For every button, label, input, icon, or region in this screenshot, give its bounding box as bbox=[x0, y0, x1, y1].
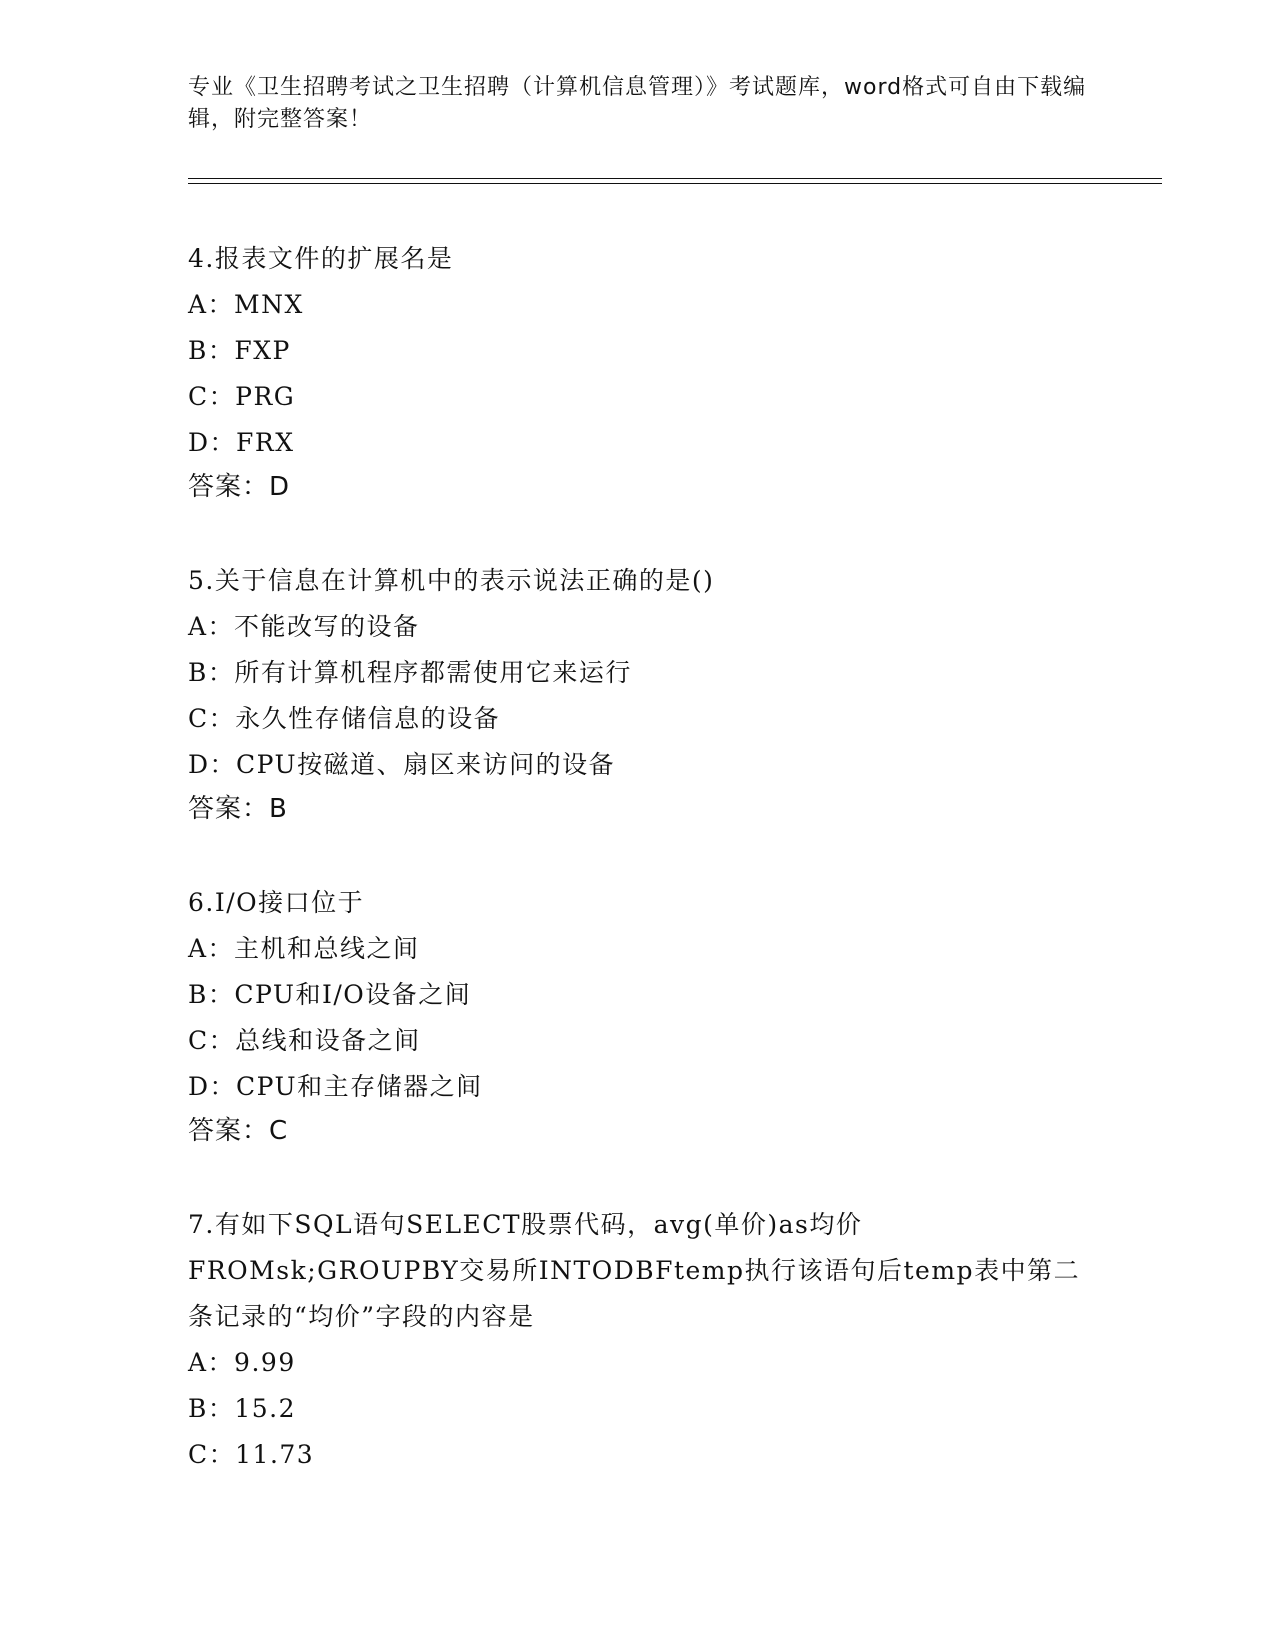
option-b: B：FXP bbox=[188, 336, 291, 365]
question-stem: 5.关于信息在计算机中的表示说法正确的是() bbox=[188, 566, 715, 595]
question-5 bbox=[188, 558, 1088, 830]
option-d: D：FRX bbox=[188, 428, 295, 457]
option-c: C：PRG bbox=[188, 382, 296, 411]
option-b: B：CPU和I/O设备之间 bbox=[188, 980, 472, 1009]
question-stem: 4.报表文件的扩展名是 bbox=[188, 244, 454, 273]
question-list bbox=[188, 236, 1088, 1528]
question-stem: 7.有如下SQL语句SELECT股票代码，avg(单价)as均价FROMsk;GROUPBY交易所INTODBFtemp执行该语句后temp表中第二条记录的“均价”字段的内容是 bbox=[188, 1210, 1081, 1331]
answer-text: 答案：D bbox=[188, 472, 291, 502]
option-d: D：CPU按磁道、扇区来访问的设备 bbox=[188, 750, 616, 779]
option-b: B：15.2 bbox=[188, 1394, 297, 1423]
option-a: A：主机和总线之间 bbox=[188, 934, 420, 963]
option-c: C：11.73 bbox=[188, 1440, 315, 1469]
option-a: A：不能改写的设备 bbox=[188, 612, 420, 641]
header-divider-bottom bbox=[188, 183, 1162, 184]
question-4 bbox=[188, 236, 1088, 508]
question-stem: 6.I/O接口位于 bbox=[188, 888, 365, 917]
option-c: C：总线和设备之间 bbox=[188, 1026, 421, 1055]
answer-text: 答案：B bbox=[188, 794, 288, 824]
option-b: B：所有计算机程序都需使用它来运行 bbox=[188, 658, 632, 687]
header-intro-text: 专业《卫生招聘考试之卫生招聘（计算机信息管理）》考试题库，word格式可自由下载编辑，附完整答案！ bbox=[188, 75, 1087, 132]
option-a: A：9.99 bbox=[188, 1348, 296, 1377]
question-7 bbox=[188, 1202, 1088, 1478]
option-c: C：永久性存储信息的设备 bbox=[188, 704, 501, 733]
header-divider-top bbox=[188, 178, 1162, 179]
document-header bbox=[188, 72, 1088, 136]
option-d: D：CPU和主存储器之间 bbox=[188, 1072, 483, 1101]
question-6 bbox=[188, 880, 1088, 1152]
answer-text: 答案：C bbox=[188, 1116, 289, 1146]
option-a: A：MNX bbox=[188, 290, 304, 319]
